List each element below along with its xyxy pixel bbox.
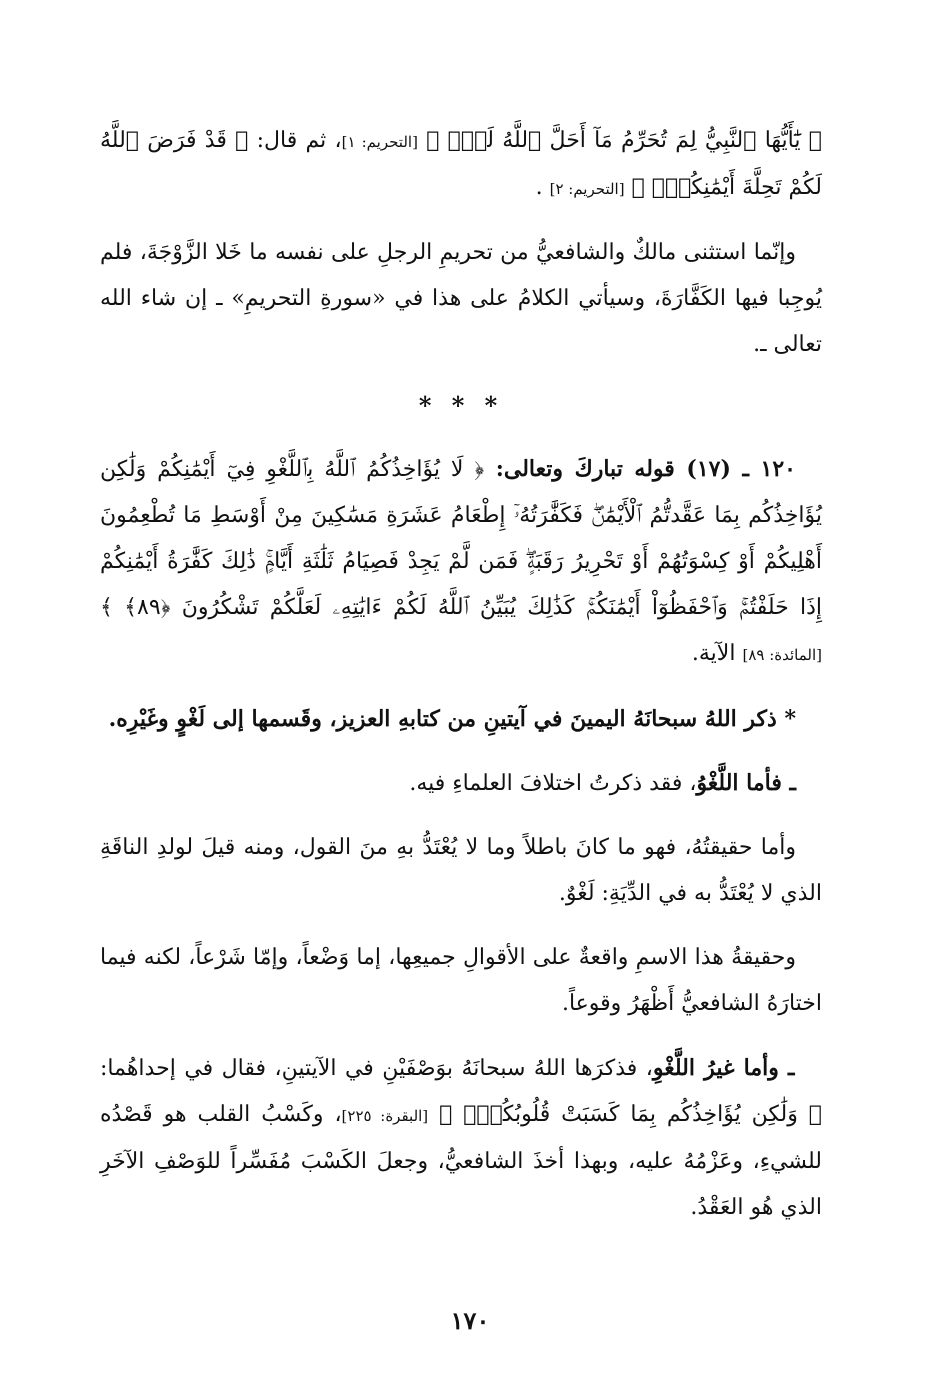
paragraph-non-laghw [100,1045,822,1231]
verse-reference: [المائدة: ٨٩] [742,646,822,664]
paragraph-verses-tahrim [100,118,822,212]
page-number: ١٧٠ [450,1306,490,1335]
paragraph-exception: وإنّما استثنى مالكٌ والشافعيُّ من تحريمِ الرجلِ على نفسه ما خَلا الزَّوْجَةَ، فلم يُوجِبا فيها الكَفَّارَةَ، وسيأتي الكلامُ على هذا في «سورةِ التحريمِ» ـ إن شاء الله تعالى ـ. [100,240,822,357]
section-separator: * * * [418,391,504,420]
verse-reference: [التحريم: ١] [341,133,418,151]
paragraph-text: ، فقد ذكرتُ اختلافَ العلماءِ فيه. [409,771,697,796]
paragraph-verse-maidah [100,446,822,678]
paragraph-laghw [100,760,822,807]
quran-verse: ﴿ وَلَٰكِن يُؤَاخِذُكُم بِمَا كَسَبَتْ قُلُوبُكُمْۗ ﴾ [439,1102,822,1127]
verse-reference: [التحريم: ٢] [549,180,625,198]
paragraph-text: ، ثم قال: [248,128,342,153]
subheading: ـ وأما غيرُ اللَّغْوِ [652,1055,795,1081]
subheading: ـ فأما اللَّغْوُ [696,770,796,796]
quran-verse: ﴿ لَا يُؤَاخِذُكُمُ ٱللَّهُ بِٱللَّغْوِ فِيٓ أَيْمَٰنِكُمْ وَلَٰكِن يُؤَاخِذُكُم بِمَا عَقَّدتُّمُ ٱلْأَيْمَٰنَۖ فَكَفَّٰرَتُهُۥٓ إِطْعَامُ عَشَرَةِ مَسَٰكِينَ مِنْ أَوْسَطِ مَا تُطْعِمُونَ أَهْلِيكُمْ أَوْ كِسْوَتُهُمْ أَوْ تَحْرِيرُ رَقَبَةٍۖ فَمَن لَّمْ يَجِدْ فَصِيَامُ ثَلَٰثَةِ أَيَّامٍۚ ذَٰلِكَ كَفَّٰرَةُ أَيْمَٰنِكُمْ إِذَا حَلَفْتُمْۚ وَٱحْفَظُوٓاْ أَيْمَٰنَكُمْۚ كَذَٰلِكَ يُبَيِّنُ ٱللَّهُ لَكُمْ ءَايَٰتِهِۦ لَعَلَّكُمْ تَشْكُرُونَ ﴿٨٩﴾ ﴾ [100,457,822,620]
paragraph-reality: وحقيقةُ هذا الاسمِ واقعةٌ على الأقوالِ جميعِها، إما وَضْعاً، وإمّا شَرْعاً، لكنه فيما اختارَهُ الشافعيُّ أَظْهَرُ وقوعاً. [100,945,822,1016]
paragraph-summary: * ذكر اللهُ سبحانَهُ اليمينَ في آيتينِ من كتابهِ العزيز، وقَسمها إلى لَغْوٍ وغَيْرِه. [108,706,796,732]
paragraph-definition: وأما حقيقتُهُ، فهو ما كانَ باطلاً وما لا يُعْتَدُّ بهِ منَ القول، ومنه قيلَ لولدِ الناقَةِ الذي لا يُعْتَدُّ به في الدِّيَةِ: لَغْوٌ. [100,835,822,906]
verse-reference: [البقرة: ٢٢٥] [341,1107,429,1125]
paragraph-text: ، وكَسْبُ القلب هو قَصْدُه للشيءِ، وعَزْمُهُ عليه، وبهذا أخذَ الشافعيُّ، وجعلَ الكَسْبَ مُفَسِّراً للوَصْفِ الآخَرِ الذي هُو العَقْدُ. [100,1102,822,1220]
paragraph-text: الآية. [691,641,743,666]
entry-number: ١٢٠ ـ (١٧) قوله تباركَ وتعالى: [484,456,796,482]
paragraph-text: ، فذكرَها اللهُ سبحانَهُ بوَصْفَيْنِ في الآيتينِ، فقال في إحداهُما: [100,1056,653,1081]
paragraph-text: . [535,175,543,200]
page-body [100,118,822,1249]
quran-verse: ﴿ قَدْ فَرَضَ ٱللَّهُ لَكُمْ تَحِلَّةَ أَيْمَٰنِكُمْۚ ﴾ [100,128,822,200]
quran-verse: ﴿ يَٰٓأَيُّهَا ٱلنَّبِيُّ لِمَ تُحَرِّمُ مَآ أَحَلَّ ٱللَّهُ لَكَۖ ﴾ [426,128,822,153]
